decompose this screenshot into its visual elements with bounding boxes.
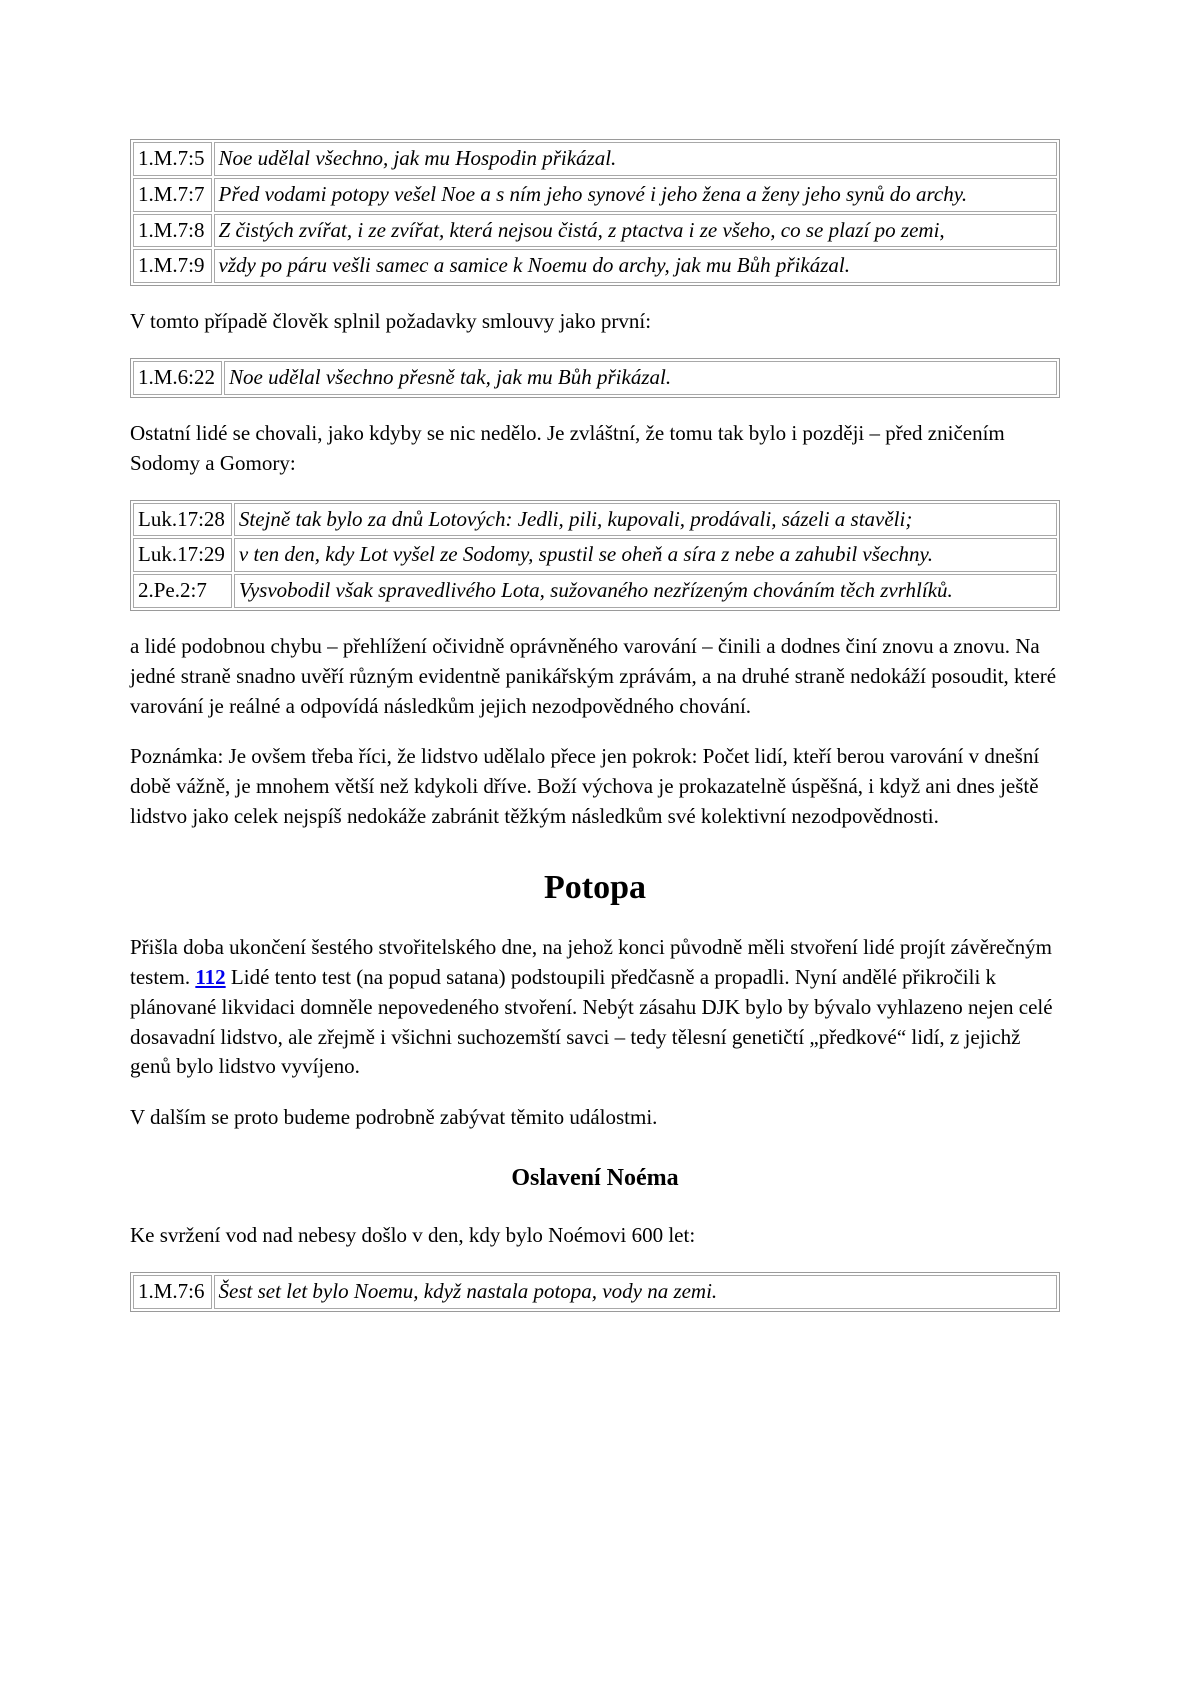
paragraph-potopa-intro	[130, 933, 1060, 1082]
paragraph-text-after-link: Lidé tento test (na popud satana) podstoupili předčasně a propadli. Nyní andělé přikročili k plánované likvidaci domněle nepovedeného stvoření. Nebýt zásahu DJK bylo by bývalo vyhlazeno nejen celé dosavadní lidstvo, ale zřejmě i všichni suchozemští savci – tedy tělesní genetičtí „předkové“ lidí, z jejichž genů bylo lidstvo vyvíjeno.	[130, 964, 1053, 1079]
verse-text-cell: Noe udělal všechno, jak mu Hospodin přikázal.	[214, 142, 1057, 176]
table-row	[133, 538, 1057, 572]
table-row	[133, 142, 1057, 176]
verse-ref-cell: 1.M.7:8	[133, 214, 212, 248]
verse-text-cell: Šest set let bylo Noemu, když nastala potopa, vody na zemi.	[214, 1275, 1057, 1309]
table-row	[133, 503, 1057, 537]
verse-ref-cell: 1.M.7:9	[133, 249, 212, 283]
paragraph-svrzeni: Ke svržení vod nad nebesy došlo v den, kdy bylo Noémovi 600 let:	[130, 1223, 696, 1248]
verse-ref-cell: Luk.17:28	[133, 503, 232, 537]
verse-ref-cell: 1.M.6:22	[133, 361, 222, 395]
verse-text-cell: Před vodami potopy vešel Noe a s ním jeho synové i jeho žena a ženy jeho synů do archy.	[214, 178, 1057, 212]
verse-ref-cell: 2.Pe.2:7	[133, 574, 232, 608]
verse-ref-cell: 1.M.7:7	[133, 178, 212, 212]
verse-text-cell: vždy po páru vešli samec a samice k Noemu do archy, jak mu Bůh přikázal.	[214, 249, 1057, 283]
verse-table-genesis-7-6	[130, 1272, 1060, 1312]
paragraph-chyba: a lidé podobnou chybu – přehlížení očividně oprávněného varování – činili a dodnes činí znovu a znovu. Na jedné straně snadno uvěří různým evidentně panikářským zprávám, a na druhé straně nedokáží posoudit, které varování je reálné a odpovídá následkům jejich nezodpovědného chování.	[130, 633, 1057, 718]
footnote-link-112[interactable]: 112	[195, 964, 226, 989]
table-row	[133, 249, 1057, 283]
verse-table-genesis-7	[130, 139, 1060, 286]
heading-oslaveni-noema: Oslavení Noéma	[511, 1164, 679, 1191]
verse-ref-cell: 1.M.7:5	[133, 142, 212, 176]
verse-table-genesis-6-22	[130, 358, 1060, 398]
paragraph-text-before-link: Přišla doba ukončení šestého stvořitelského dne, na jehož konci původně měli stvoření lidé projít závěrečným testem.	[130, 935, 1053, 989]
paragraph-dalsi: V dalším se proto budeme podrobně zabývat těmito událostmi.	[130, 1105, 658, 1130]
verse-text-cell: Z čistých zvířat, i ze zvířat, která nejsou čistá, z ptactva i ze všeho, co se plazí po zemi,	[214, 214, 1057, 248]
verse-text-cell: v ten den, kdy Lot vyšel ze Sodomy, spustil se oheň a síra z nebe a zahubil všechny.	[234, 538, 1057, 572]
paragraph-ostatni: Ostatní lidé se chovali, jako kdyby se nic nedělo. Je zvláštní, že tomu tak bylo i později – před zničením Sodomy a Gomory:	[130, 420, 1005, 475]
verse-ref-cell: 1.M.7:6	[133, 1275, 212, 1309]
table-row	[133, 574, 1057, 608]
heading-potopa: Potopa	[544, 868, 646, 906]
table-row	[133, 1275, 1057, 1309]
verse-text-cell: Vysvobodil však spravedlivého Lota, sužovaného nezřízeným chováním těch zvrhlíků.	[234, 574, 1057, 608]
table-row	[133, 178, 1057, 212]
verse-text-cell: Stejně tak bylo za dnů Lotových: Jedli, pili, kupovali, prodávali, sázeli a stavěli;	[234, 503, 1057, 537]
verse-ref-cell: Luk.17:29	[133, 538, 232, 572]
table-row	[133, 214, 1057, 248]
verse-table-lot	[130, 500, 1060, 611]
paragraph-covenant: V tomto případě člověk splnil požadavky smlouvy jako první:	[130, 309, 652, 334]
paragraph-poznamka: Poznámka: Je ovšem třeba říci, že lidstvo udělalo přece jen pokrok: Počet lidí, kteří berou varování v dnešní době vážně, je mnohem větší než kdykoli dříve. Boží výchova je prokazatelně úspěšná, i když ani dnes ještě lidstvo jako celek nejspíš nedokáže zabránit těžkým následkům své kolektivní nezodpovědnosti.	[130, 744, 1040, 828]
verse-text-cell: Noe udělal všechno přesně tak, jak mu Bůh přikázal.	[224, 361, 1057, 395]
table-row	[133, 361, 1057, 395]
